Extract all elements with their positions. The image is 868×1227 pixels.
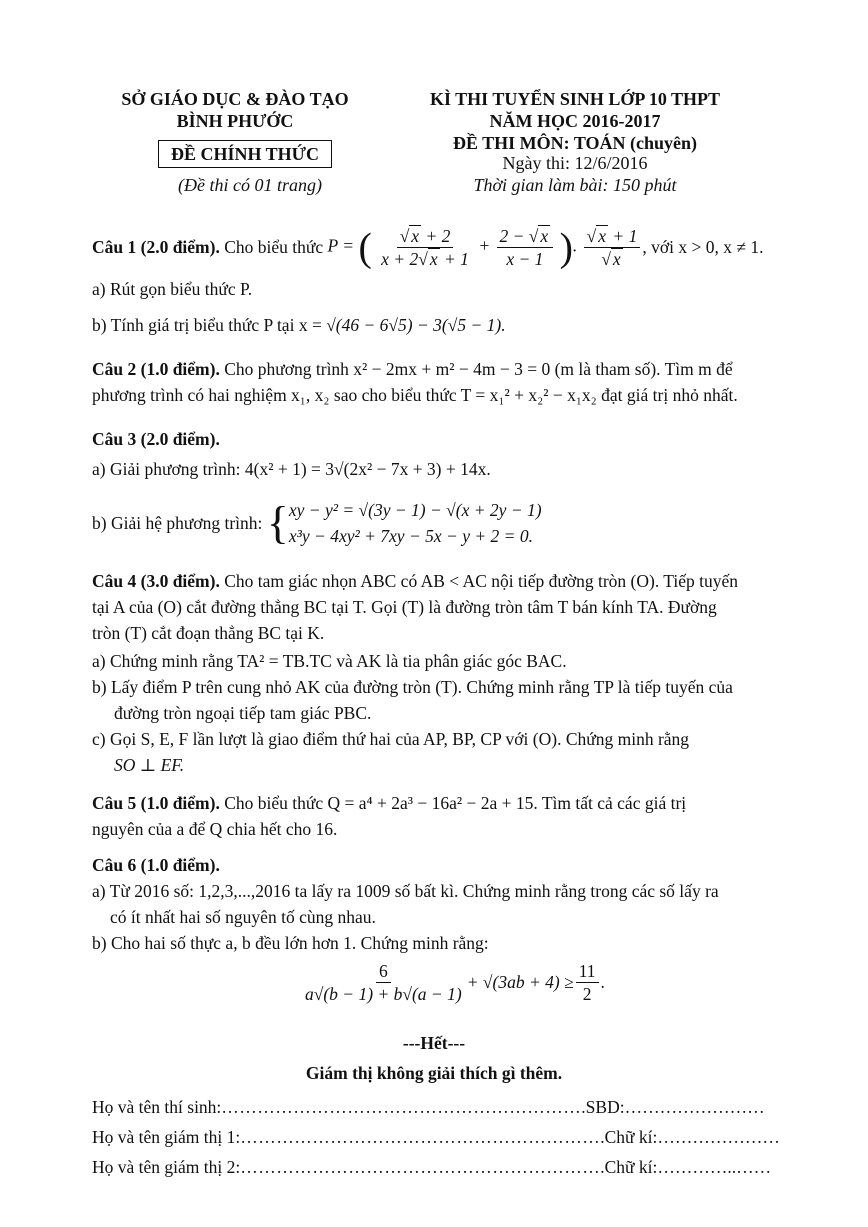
question-6b: b) Cho hai số thực a, b đều lớn hơn 1. Chứng minh rằng: xyxy=(92,933,489,953)
question-4c-line1: c) Gọi S, E, F lần lượt là giao điểm thứ hai của AP, BP, CP với (O). Chứng minh rằng xyxy=(92,729,690,749)
ineq-denominator: a√(b − 1) + b√(a − 1) xyxy=(305,983,462,1004)
question-3b-eq1: xy − y² = √(3y − 1) − √(x + 2y − 1) xyxy=(288,500,542,520)
question-4-title: Câu 4 (3.0 điểm). xyxy=(92,571,220,591)
department-name: SỞ GIÁO DỤC & ĐÀO TẠO xyxy=(121,89,349,109)
candidate-line xyxy=(92,1094,782,1120)
proctor-1-dots: …………………………………………………… xyxy=(240,1127,601,1147)
proctor-2-dots: …………………………………………………… xyxy=(240,1157,601,1177)
question-3-title: Câu 3 (2.0 điểm). xyxy=(92,429,220,449)
question-4-line3: tròn (T) cắt đoạn thẳng BC tại K. xyxy=(92,623,325,643)
question-4-text: Cho tam giác nhọn ABC có AB < AC nội tiếp đường tròn (O). Tiếp tuyến xyxy=(224,571,738,591)
question-1a: a) Rút gọn biểu thức P. xyxy=(92,279,253,299)
subject: ĐỀ THI MÔN: TOÁN (chuyên) xyxy=(452,133,698,153)
question-1b-expr: √(46 − 6√5) − 3(√5 − 1). xyxy=(326,315,506,335)
question-2-line2: phương trình có hai nghiệm x₁, x₂ sao cho biểu thức T = x₁² + x₂² − x₁x₂ đạt giá trị nhỏ nhất. xyxy=(92,385,738,405)
official-stamp: ĐỀ CHÍNH THỨC xyxy=(158,140,332,168)
question-5-title: Câu 5 (1.0 điểm). xyxy=(92,793,220,813)
candidate-name-dots: …………………………………………………… xyxy=(221,1097,582,1117)
question-5-line1 xyxy=(92,790,792,816)
question-1-formula: P = ( $\frac{√ x + 2}{x + 2√ x + 1}$ + $\frac{2 - √ x}{x - 1}$ ). $\frac{√ x + 1}{√ x}$ xyxy=(328,225,643,270)
question-6a-line2: có ít nhất hai số nguyên tố cùng nhau. xyxy=(110,907,376,927)
question-1-title: Câu 1 (2.0 điểm). xyxy=(92,237,220,257)
question-6a-line1: a) Từ 2016 số: 1,2,3,...,2016 ta lấy ra 1009 số bất kì. Chứng minh rằng trong các số lấy ra xyxy=(92,881,719,901)
question-5-text: Cho biểu thức Q = a⁴ + 2a³ − 16a² − 2a + 15. Tìm tất cả các giá trị xyxy=(224,793,687,813)
question-4b-line1: b) Lấy điểm P trên cung nhỏ AK của đường tròn (T). Chứng minh rằng TP là tiếp tuyến của xyxy=(92,677,733,697)
question-2-line1 xyxy=(92,356,792,382)
ineq-rhs-denominator: 2 xyxy=(582,983,592,1004)
question-4c-line2: SO ⊥ EF. xyxy=(114,755,185,775)
proctor-note: Giám thị không giải thích gì thêm. xyxy=(305,1063,563,1083)
question-1-line xyxy=(92,222,792,272)
question-3b-label: b) Giải hệ phương trình: xyxy=(92,513,263,533)
proctor-1-signature: .Chữ kí:………………… xyxy=(600,1127,780,1147)
question-2-text: Cho phương trình x² − 2mx + m² − 4m − 3 = 0 (m là tham số). Tìm m để xyxy=(224,359,733,379)
proctor-1-label: Họ và tên giám thị 1: xyxy=(92,1127,241,1147)
proctor-2-signature: .Chữ kí:…………..…… xyxy=(600,1157,772,1177)
question-1b-text: b) Tính giá trị biểu thức P tại x = xyxy=(92,315,322,335)
question-4b-line2: đường tròn ngoại tiếp tam giác PBC. xyxy=(114,703,372,723)
question-6b-inequality: $\frac{6}{a√(b - 1) + b√(a - 1)}$ + √(3ab + 4) ≥ $\frac{11}{2}$ . xyxy=(300,956,620,1008)
question-1-condition: , với x > 0, x ≠ 1. xyxy=(642,237,764,257)
ineq-rhs-numerator: 11 xyxy=(576,960,599,983)
question-3b: b) Giải hệ phương trình: { xy − y² = √(3y − 1) − √(x + 2y − 1) x³y − 4xy² + 7xy − 5x − y + 2 = 0. xyxy=(92,497,542,548)
question-4-line1 xyxy=(92,568,792,594)
candidate-name-label: Họ và tên thí sinh: xyxy=(92,1097,222,1117)
question-3a: a) Giải phương trình: 4(x² + 1) = 3√(2x² − 7x + 3) + 14x. xyxy=(92,459,491,479)
exam-duration: Thời gian làm bài: 150 phút xyxy=(473,175,677,195)
proctor-2-line xyxy=(92,1154,782,1180)
question-6-title: Câu 6 (1.0 điểm). xyxy=(92,855,220,875)
pages-note: (Đề thi có 01 trang) xyxy=(178,175,322,195)
proctor-1-line xyxy=(92,1124,782,1150)
official-stamp-wrap xyxy=(100,140,390,168)
question-1-intro: Cho biểu thức xyxy=(224,237,324,257)
end-marker: ---Hết--- xyxy=(402,1033,466,1053)
question-5-line2: nguyên của a để Q chia hết cho 16. xyxy=(92,819,338,839)
ineq-numerator: 6 xyxy=(376,960,391,983)
question-3b-eq2: x³y − 4xy² + 7xy − 5x − y + 2 = 0. xyxy=(288,526,533,546)
exam-title: KÌ THI TUYỂN SINH LỚP 10 THPT xyxy=(429,89,721,109)
question-4-line2: tại A của (O) cắt đường thẳng BC tại T. Gọi (T) là đường tròn tâm T bán kính TA. Đường xyxy=(92,597,717,617)
question-2-title: Câu 2 (1.0 điểm). xyxy=(92,359,220,379)
ineq-middle: + √(3ab + 4) ≥ xyxy=(466,972,574,992)
question-4a: a) Chứng minh rằng TA² = TB.TC và AK là tia phân giác góc BAC. xyxy=(92,651,567,671)
proctor-2-label: Họ và tên giám thị 2: xyxy=(92,1157,241,1177)
candidate-sbd: .SBD:…………………… xyxy=(581,1097,765,1117)
province-name: BÌNH PHƯỚC xyxy=(176,111,294,131)
question-1b xyxy=(92,312,792,338)
exam-date: Ngày thi: 12/6/2016 xyxy=(502,153,648,173)
school-year: NĂM HỌC 2016-2017 xyxy=(489,111,661,131)
